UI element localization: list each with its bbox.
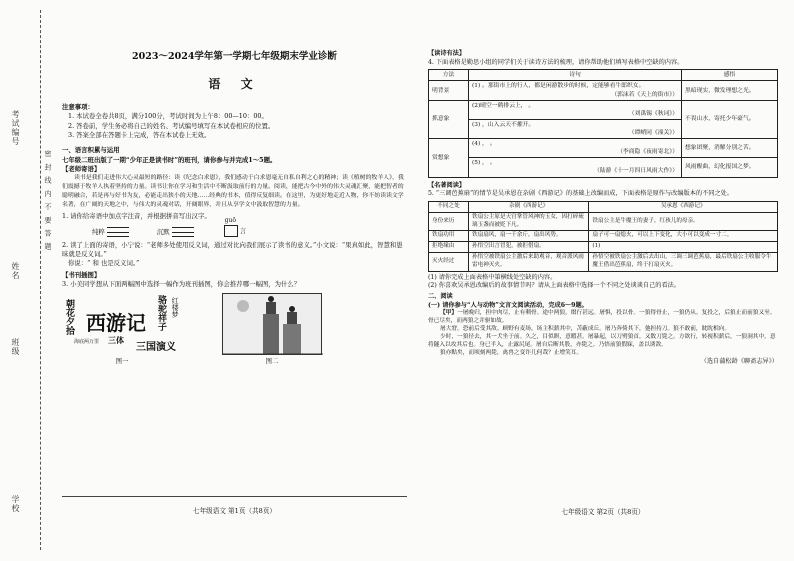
q1-word-3-group (222, 216, 247, 237)
class-label: 班级 (11, 338, 20, 356)
table-cell: 铁扇扇风，扇一千余斤，扇出风势。 (469, 231, 589, 242)
table-cell: 身份来历 (429, 212, 469, 231)
q1-word-2: 沉默 (156, 227, 170, 236)
seal-notice: 密 封 线 内 不 要 答 题 (44, 150, 52, 252)
q1-answer-row (92, 216, 407, 237)
figure-1-caption: 图一 (115, 357, 129, 366)
left-column (62, 50, 407, 367)
school-label: 学校 (11, 495, 20, 513)
journey-table-header (429, 201, 778, 212)
poetry-method: 赏想象 (429, 139, 469, 177)
fig1-word-a: 朝花夕拾 (64, 299, 75, 336)
poetry-feeling: 不畏山水，寄托少年豪气。 (682, 100, 778, 138)
poetry-source: （谭峭同《潼关》） (628, 130, 678, 136)
journey-col-wu: 吴承恩《西游记》 (589, 201, 778, 212)
table-cell: 铁扇公主是牛魔王的妻子，红孩儿的母亲。 (589, 212, 778, 231)
table-cell: 灭火经过 (429, 253, 469, 272)
table-cell: 孙悟空被铁扇公主激后去出山，三调三调芭蕉扇，最后铁扇公主收服令牛魔王借出芭蕉扇，终于打扇灭火。 (589, 253, 778, 272)
poetry-table-header (429, 70, 778, 81)
q1-char-box[interactable] (224, 225, 238, 237)
text-a-para-4: 狼亦黠矣，而顷刻两毙，禽兽之变诈几何哉？止增笑耳。 (440, 350, 583, 357)
q1-word-3: 言 (239, 226, 247, 235)
poetry-verse-cell[interactable] (469, 119, 682, 138)
answer-blank-cell[interactable]: (1) (589, 242, 778, 253)
section-1-intro: 七年级二班出版了一期“少年正是读书时”的班刊，请你参与并完成1～5题。 (62, 155, 277, 164)
figures-row (62, 293, 407, 366)
fig1-word-b: 三体 (108, 335, 124, 346)
q1-pinyin-blank-2[interactable] (172, 227, 194, 237)
notice-item: 2. 答卷前，学生务必将自己的姓名、考试编号填写在本试卷相应的位置。 (68, 121, 275, 130)
table-row (429, 212, 778, 231)
text-a-para-2: 屠大窘，恐前后受其敌。顾野有麦场，场主积薪其中，苫蔽成丘。屠乃奔倚其下，弛担持刀。狼不敢前，眈眈相向。 (440, 326, 731, 333)
poetry-verse: (1) 。那街市上的行人，都是闲游散步的时候，定能够看牛郎织女。 (472, 83, 645, 90)
text-a-para-1 (428, 310, 778, 326)
poetry-verse-cell[interactable] (469, 81, 682, 100)
text-a-content: 一屠晚归，担中肉尽，止有剩骨。途中两狼，缀行甚远。屠惧，投以骨。一狼得骨止，一狼仍从。复投之，后狼止而前狼又至。骨已尽矣，而两狼之并驱如故。 (428, 310, 776, 325)
table-row (429, 100, 778, 119)
question-1: 1. 请你给寄语中加点字注音，并根据拼音写出汉字。 (62, 211, 211, 220)
poetry-col-method: 方法 (429, 70, 469, 81)
table-row (429, 253, 778, 272)
figure-2-image (222, 293, 322, 355)
poetry-method: 明背景 (429, 81, 469, 100)
text-a-source: （选自蒲松龄《聊斋志异》） (700, 358, 778, 366)
fig1-word-d: 骆驼祥子 (156, 295, 167, 332)
question-2: 2. 读了上面的寄语，小宁说：“老师多处使用反义词，通过对比向我们展示了读书的意义。”小文说：“果真如此，智慧和愚昧就是反义词。” (62, 240, 403, 259)
teacher-message-title: 【老师寄语】 (62, 164, 101, 173)
figure-2-wrap (222, 293, 322, 366)
fig1-word-e: 红楼梦 (171, 297, 180, 319)
binding-margin (0, 0, 58, 561)
seal-dash-line (40, 10, 41, 550)
poetry-source: （陆游《十一月四日风雨大作》） (593, 168, 678, 175)
teacher-message: 读书是我们走进伟大心灵最短的路径：读《纪念白求恩》，我们感动于白求恩毫无自私自利之心的精神；读《植树的牧羊人》，我们震撼于牧羊人执着坚持的力量。读书让你在学习和生活中不断汲取前行的力量。阅读，能把古今中外的伟大灵魂汇聚，能把智者的聪明融合，若是再与好书为友，必能走出狭小的天地……经典的书本，值得反复细读。在这里，为更好地走近人物，你不妨读读文学名著，在广阔的天地之中，与伟大的灵魂对话，开阔眼界，并且从享学文中汲取智慧的力量。 (62, 175, 404, 208)
table-cell: 扇子可一扇熄火，可以上下变化，大小可以变成一寸二。 (589, 231, 778, 242)
text-a-label: 【甲】 (440, 310, 458, 317)
q1-word-1: 纯粹 (92, 227, 105, 236)
question-5-2: (2) 你喜欢吴承恩改编后的故事情节吗？请从上面表格中选择一个不同之处谈谈自己的看法。 (428, 282, 681, 290)
left-page-footer: 七年级语文 第1页（共8页） (62, 496, 407, 515)
poetry-feeling: 想象团聚，消解分别之苦。 (682, 139, 778, 158)
section-1-title: 一、语言积累与运用 (62, 146, 120, 155)
notice-title: 注意事项： (62, 103, 94, 112)
right-page-footer: 七年级语文 第2页（共8页） (561, 508, 645, 516)
q1-pinyin-blank-1[interactable] (107, 227, 129, 237)
journey-west-table (428, 201, 778, 272)
table-row (429, 81, 778, 100)
table-cell: 孙悟空出言冒犯，被拒借扇。 (469, 242, 589, 253)
stacked-books-illustration-icon (223, 294, 323, 356)
table-cell: 孙悟空被铁扇公主激后来助观音，观音派风雨雷电神灭火。 (469, 253, 589, 272)
table-cell: 铁扇功用 (429, 231, 469, 242)
poetry-source: （郭沫若《天上的街市》） (611, 91, 678, 98)
question-3: 3. 小美同学想从下面两幅图中选择一幅作为班刊插图，你会推荐哪一幅图，为什么？ (62, 279, 301, 288)
poetry-verse: (3) ，山入云天不摧开。 (472, 121, 535, 128)
notice-item: 3. 答案全部在答题卡上完成，答在本试卷上无效。 (68, 131, 211, 139)
fig1-big-word: 西游记 (86, 311, 146, 336)
notice-item: 1. 本试卷全卷共8页，满分100分，考试时间为上午8：00—10：00。 (68, 112, 268, 121)
exam-title: 2023～2024学年第一学期七年级期末学业诊断 (132, 51, 337, 62)
q1-word-1-group (92, 227, 129, 237)
poetry-col-verse: 诗句 (469, 70, 682, 81)
figure-2-caption: 图二 (265, 357, 279, 366)
poetry-col-feeling: 感悟 (682, 70, 778, 81)
journey-col-diff: 不同之处 (429, 201, 469, 212)
illustration-title: 【书刊插图】 (62, 270, 101, 279)
poetry-verse-cell[interactable] (469, 158, 682, 177)
journey-col-zaju: 杂剧《西游记》 (469, 201, 589, 212)
poetry-verse: (2)晴空一鹤排云上， 。 (472, 102, 535, 109)
question-4: 4. 下面表格是勤思小组的同学们关于读诗方法的梳理，请你帮助他们填写表格中空缺的内容。 (428, 58, 684, 66)
exam-id-label: 考试编号 (11, 110, 20, 146)
poetry-method-title: 【读诗有法】 (428, 50, 466, 57)
figure-1-wordcloud (62, 293, 182, 355)
question-5-1: (1) 请你完成上面表格中第横线处空缺的内容。 (428, 273, 557, 281)
question-2-fill[interactable]: 你说：“ 和 也是反义词。” (68, 259, 140, 268)
name-label: 姓名 (11, 262, 20, 280)
table-row (429, 231, 778, 242)
question-5: 5. “三调芭蕉扇”的情节是吴承恩在杂剧《西游记》的基础上改编而成，下面表格是原作与改编版本的不同之处。 (428, 190, 734, 198)
q1-word-2-group (157, 227, 194, 237)
text-a-para-3: 少时，一狼径去，其一犬坐于前。久之，目似瞑，意暇甚。屠暴起，以刀劈狼首，又数刀毙之。方欲行，转视积薪后，一狼洞其中，意将隧入以攻其后也。身已半入，止露尻尾。屠自后断其股，亦毙之。乃悟前狼假寐，盖以诱敌。 (428, 334, 776, 349)
right-column (428, 50, 778, 367)
table-row (429, 242, 778, 253)
poetry-source: （李商隐《夜雨寄北》） (617, 149, 678, 156)
fig1-word-c: 三国演义 (136, 342, 176, 354)
table-row (429, 139, 778, 158)
section-2-title: 二、阅读 (428, 293, 453, 301)
q1-pinyin: guō (224, 216, 236, 224)
poetry-feeling: 风雨醒曲，幻化报国之梦。 (682, 158, 778, 177)
poetry-table (428, 69, 778, 177)
table-row (429, 158, 778, 177)
poetry-verse-cell[interactable] (469, 100, 682, 119)
table-cell: 铁扇公主原是天宫掌管风神的玉女，因打碎琉璃玉盏而被贬下凡。 (469, 212, 589, 231)
fig1-word-f: 海底两万里 (74, 339, 100, 346)
poetry-verse-cell[interactable] (469, 139, 682, 158)
table-cell: 拒绝缘由 (429, 242, 469, 253)
poetry-verse: (4) ， 。 (472, 141, 496, 148)
figure-1-wrap (62, 293, 182, 366)
poetry-feeling: 黑暗现实，微发理想之光。 (682, 81, 778, 100)
reading-intro: (一) 请你参与“人与动物”文言文阅读活动，完成6～9题。 (428, 301, 588, 309)
poetry-method: 抓意象 (429, 100, 469, 138)
poetry-source: （刘禹锡《秋词》） (628, 110, 678, 117)
poetry-verse: (5) ， 。 (472, 160, 496, 167)
classics-title: 【名著阅读】 (428, 181, 466, 189)
subject-title: 语 文 (208, 76, 261, 91)
